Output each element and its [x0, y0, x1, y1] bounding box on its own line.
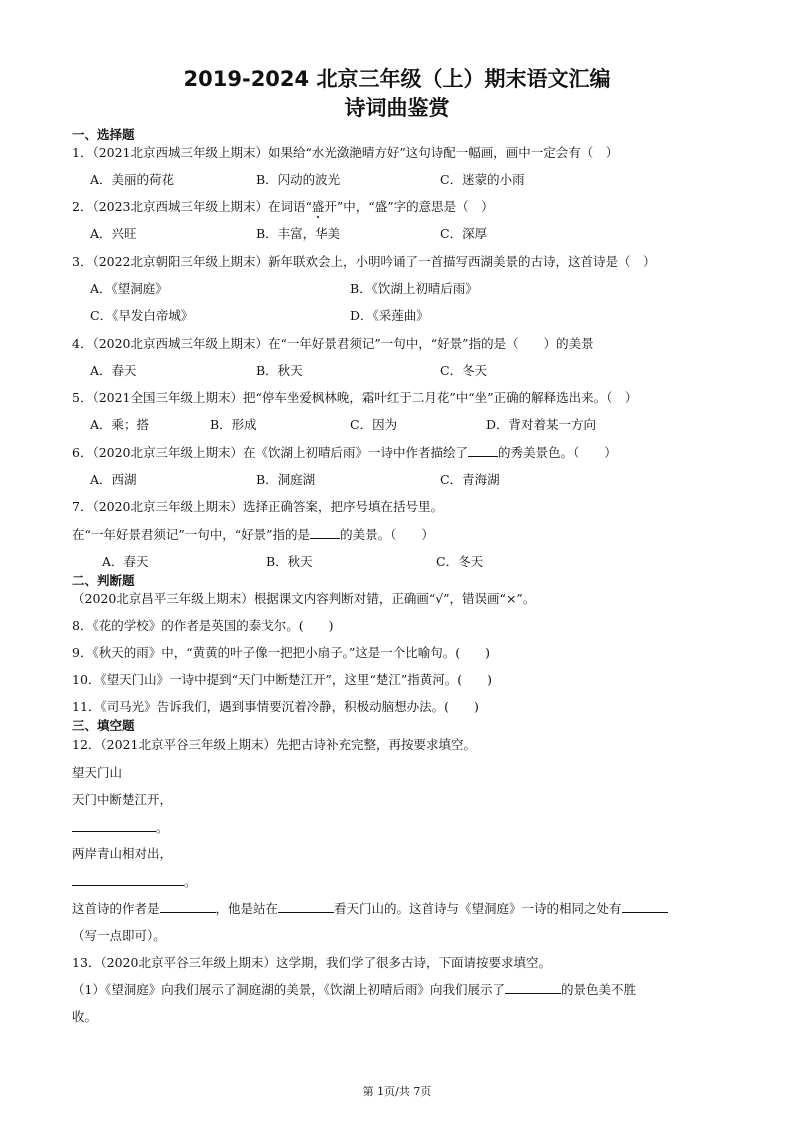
poem-line-4-blank: 。 — [72, 872, 197, 890]
section-heading-judge: 二、判断题 — [72, 573, 135, 588]
q3-option-d: D．《采莲曲》 — [350, 308, 429, 323]
answer-blank — [622, 900, 668, 913]
question-6-stem: 6．（2020北京三年级上期末）在《饮湖上初晴后雨》一诗中作者描绘了 的秀美景色。（ ） — [72, 445, 617, 460]
q2-option-b: B．丰富，华美 — [256, 226, 341, 241]
q3-option-c: C．《早发白帝城》 — [90, 308, 194, 323]
question-10: 10．《望天门山》一诗中提到“天门中断楚江开”，这里“楚江”指黄河。( ) — [72, 672, 492, 687]
q7-option-c: C．冬天 — [436, 554, 484, 569]
answer-blank — [72, 873, 184, 886]
q7-option-b: B．秋天 — [266, 554, 313, 569]
question-2-stem: 2．（2023北京西城三年级上期末）在词语“盛开”中，“盛”字的意思是（ ） — [72, 199, 494, 214]
poem-line-2-blank: 。 — [72, 818, 169, 836]
answer-blank — [468, 444, 498, 457]
q2-option-c: C．深厚 — [440, 226, 488, 241]
question-3-stem: 3．（2022北京朝阳三年级上期末）新年联欢会上，小明吟诵了一首描写西湖美景的古诗，这首诗是（ ） — [72, 254, 656, 269]
q6-option-b: B．洞庭湖 — [256, 472, 316, 487]
document-title: 2019-2024 北京三年级（上）期末语文汇编 — [183, 67, 611, 91]
question-12-fill: 这首诗的作者是 ，他是站在 看天门山的。这首诗与《望洞庭》一诗的相同之处有 — [72, 899, 668, 917]
question-7-sub: 在“一年好景君须记”一句中，“好景”指的是 的美景。（ ） — [72, 527, 434, 542]
question-7-stem: 7．（2020北京三年级上期末）选择正确答案，把序号填在括号里。 — [72, 499, 444, 514]
answer-blank — [72, 819, 156, 832]
q4-option-a: A．春天 — [90, 363, 137, 378]
poem-line-1: 天门中断楚江开， — [72, 792, 173, 807]
question-5-stem: 5．（2021全国三年级上期末）把“停车坐爱枫林晚，霜叶红于二月花”中“坐”正确的解释选出来。（ ） — [72, 390, 638, 405]
emphasis-dot-char: 盛 — [311, 199, 325, 214]
q5-option-a: A．乘；搭 — [90, 417, 150, 432]
q7-option-a: A．春天 — [102, 554, 149, 569]
q5-option-d: D．背对着某一方向 — [486, 417, 597, 432]
poem-line-3: 两岸青山相对出， — [72, 846, 173, 861]
answer-blank — [160, 900, 216, 913]
q1-option-a: A．美丽的荷花 — [90, 172, 175, 187]
document-subtitle: 诗词曲鉴赏 — [344, 96, 450, 120]
q1-option-b: B．闪动的波光 — [256, 172, 341, 187]
question-12-stem: 12．（2021北京平谷三年级上期末）先把古诗补充完整，再按要求填空。 — [72, 737, 476, 752]
q3-option-a: A．《望洞庭》 — [90, 281, 168, 296]
q6-option-a: A．西湖 — [90, 472, 137, 487]
question-13-stem: 13．（2020北京平谷三年级上期末）这学期，我们学了很多古诗，下面请按要求填空。 — [72, 955, 551, 970]
question-8: 8．《花的学校》的作者是英国的泰戈尔。( ) — [72, 618, 334, 633]
answer-blank — [278, 900, 334, 913]
page-footer: 第 1页/共 7页 — [362, 1085, 432, 1098]
section-heading-choice: 一、选择题 — [72, 127, 135, 142]
answer-blank — [505, 981, 561, 994]
answer-blank — [310, 526, 340, 539]
question-13-sub-1-end: 收。 — [72, 1009, 98, 1024]
question-4-stem: 4．（2020北京西城三年级上期末）在“一年好景君须记”一句中，“好景”指的是（ ）的美景 — [72, 336, 594, 351]
q4-option-c: C．冬天 — [440, 363, 488, 378]
q6-option-c: C．青海湖 — [440, 472, 500, 487]
q3-option-b: B．《饮湖上初晴后雨》 — [350, 281, 478, 296]
section-heading-fill: 三、填空题 — [72, 718, 135, 733]
judge-intro: （2020北京昌平三年级上期末）根据课文内容判断对错，正确画“√”，错误画“×”。 — [72, 591, 536, 606]
q5-option-b: B．形成 — [210, 417, 257, 432]
question-9: 9．《秋天的雨》中，“黄黄的叶子像一把把小扇子。”这是一个比喻句。( ) — [72, 645, 490, 660]
question-12-fill-note: （写一点即可）。 — [72, 928, 166, 943]
q4-option-b: B．秋天 — [256, 363, 303, 378]
question-11: 11．《司马光》告诉我们，遇到事情要沉着冷静，积极动脑想办法。( ) — [72, 699, 479, 714]
question-13-sub-1: （1）《望洞庭》向我们展示了洞庭湖的美景，《饮湖上初晴后雨》向我们展示了 的景色美不胜 — [72, 982, 636, 997]
q5-option-c: C．因为 — [350, 417, 398, 432]
q2-option-a: A．兴旺 — [90, 226, 137, 241]
q1-option-c: C．迷蒙的小雨 — [440, 172, 525, 187]
poem-title: 望天门山 — [72, 765, 123, 780]
question-1-stem: 1．（2021北京西城三年级上期末）如果给“水光潋滟晴方好”这句诗配一幅画，画中一定会有（ ） — [72, 145, 619, 160]
